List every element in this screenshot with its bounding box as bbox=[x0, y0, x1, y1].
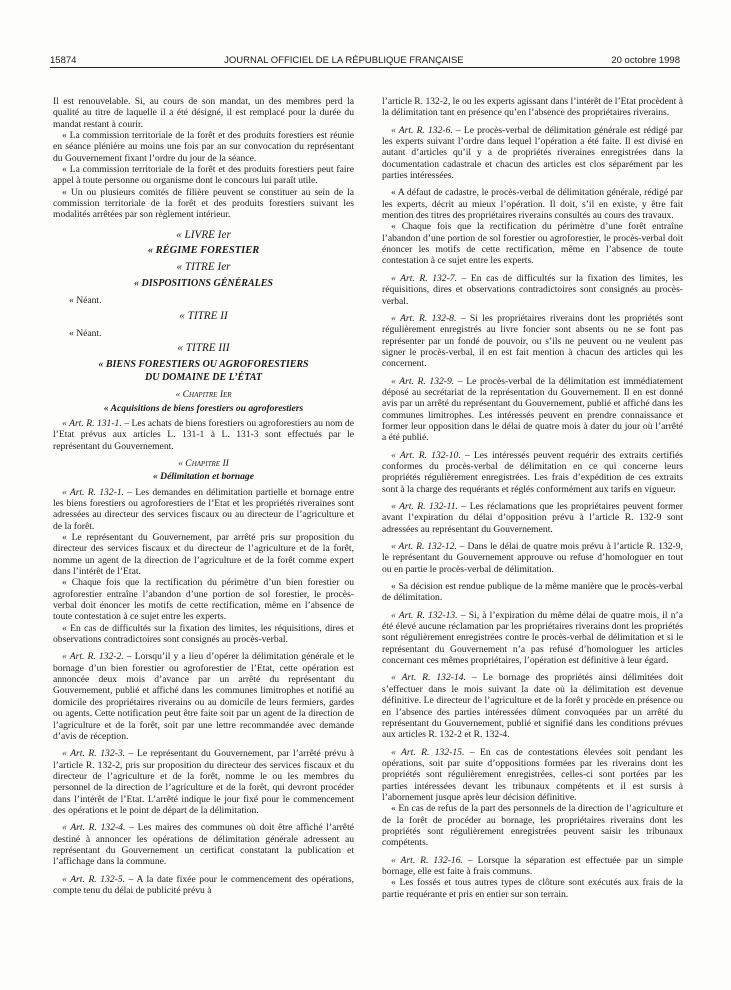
paragraph: « Un ou plusieurs comités de filière peuvent se constituer au sein de la commission territoriale de la forêt et des produits forestiers suivant les modalités arrêtées par son règlement intérieur. bbox=[53, 186, 354, 221]
paragraph: « Le représentant du Gouvernement, par arrêté pris sur proposition du directeur des services fiscaux et du directeur de l’agriculture et de la forêt, nomme un agent de la direction de l’agriculture et de la forêt comme expert dans l’intérêt de l’Etat. bbox=[53, 532, 354, 578]
article-r132-4: « Art. R. 132-4. – Les maires des communes où doit être affiché l’arrêté destiné à annoncer les opérations de délimitation générale adressent au représentant du Gouvernement un certificat constatant la publication et l’affichage dans la commune. bbox=[53, 822, 354, 868]
right-column bbox=[382, 96, 683, 972]
paragraph: « Chaque fois que la rectification du périmètre d’une forêt entraîne l’abandon d’une portion de sol forestier ou agroforestier, le procès-verbal doit énoncer les motifs de cette rectification, même en l’absence de toute contestation à ce sujet entre les experts. bbox=[382, 221, 683, 267]
article-ref: « Art. R. 132-13. bbox=[391, 609, 458, 621]
biens-forestiers-heading: « BIENS FORESTIERS OU AGROFORESTIERS bbox=[98, 358, 309, 370]
article-ref: « Art. R. 132-14. bbox=[391, 672, 466, 684]
article-ref: « Art. R. 132-12. bbox=[391, 541, 457, 553]
article-ref: « Art. R. 132-11. bbox=[391, 501, 458, 512]
paragraph: « En cas de refus de la part des personnels de la direction de l’agriculture et de la forêt de procéder au bornage, les propriétaires riverains dont les propriétés sont régulièrement enregistrées peuvent saisir les tribunaux compétents. bbox=[382, 803, 683, 849]
dispositions-generales-heading: « DISPOSITIONS GÉNÉRALES bbox=[134, 277, 273, 289]
article-ref: « Art. R. 131-1. bbox=[62, 417, 122, 429]
article-r132-15: « Art. R. 132-15. – En cas de contestations élevées soit pendant les opérations, soit par suite d’oppositions formées par les riverains dont les propriétés sont régulièrement enregistrées, celles-ci sont portées par les parties intéressées devant les tribunaux compétents et il est sursis à l’abornement jusque après leur décision définitive. bbox=[382, 746, 683, 803]
article-ref: « Art. R. 132-1. bbox=[62, 486, 125, 498]
issue-date: 20 octobre 1998 bbox=[611, 55, 680, 66]
livre-heading: « LIVRE Ier bbox=[176, 228, 231, 241]
chapitre-1-heading: « Chapitre Ier bbox=[175, 389, 232, 401]
article-r132-13: « Art. R. 132-13. – Si, à l’expiration du même délai de quatre mois, il n’a été élevé aucune réclamation par les propriétaires riverains dont les propriétés sont régulièrement enregistrées contre le procès-verbal de délimitation et si le représentant du Gouvernement n’a pas refusé d’homologuer les articles concernant ces mêmes propriétaires, l’opération est définitive à leur égard. bbox=[382, 609, 683, 667]
article-ref: « Art. R. 132-4. bbox=[62, 822, 126, 834]
article-ref: « Art. R. 132-7. bbox=[391, 272, 457, 284]
article-ref: « Art. R. 132-3. bbox=[62, 748, 126, 760]
neant-text: « Néant. bbox=[69, 295, 102, 307]
article-ref: « Art. R. 132-2. bbox=[62, 651, 124, 663]
acquisitions-heading: « Acquisitions de biens forestiers ou agroforestiers bbox=[103, 402, 304, 414]
titre-1-heading: « TITRE Ier bbox=[176, 261, 231, 274]
article-r131-1: « Art. R. 131-1. – Les achats de biens forestiers ou agroforestiers au nom de l’Etat prévus aux articles L. 131-1 à L. 131-3 sont effectués par le représentant du Gouvernement. bbox=[53, 417, 354, 452]
header-rule bbox=[50, 67, 680, 68]
neant-text: « Néant. bbox=[69, 327, 102, 339]
left-column bbox=[53, 96, 354, 972]
article-r132-6: « Art. R. 132-6. – Le procès-verbal de délimitation générale est rédigé par les experts suivant l’ordre dans lequel l’opération a été faite. Il est divisé en autant d’articles qu’il y a de propriétés riveraines enregistrées dans la documentation cadastrale et chacun des articles est clos séparément par les parties intéressées. bbox=[382, 124, 683, 182]
article-r132-7: « Art. R. 132-7. – En cas de difficultés sur la fixation des limites, les réquisitions, dires et observations contradictoires sont consignés au procès-verbal. bbox=[382, 272, 683, 307]
delimitation-bornage-heading: « Délimitation et bornage bbox=[152, 471, 254, 483]
titre-2-heading: « TITRE II bbox=[179, 309, 228, 322]
paragraph: « En cas de difficultés sur la fixation des limites, les réquisitions, dires et observations contradictoires sont consignés au procès-verbal. bbox=[53, 622, 354, 646]
article-r132-3: « Art. R. 132-3. – Le représentant du Gouvernement, par l’arrêté prévu à l’article R. 132-2, pris sur proposition du directeur des services fiscaux et du directeur de l’agriculture et de la forêt, nomme le ou les membres du personnel de la direction de l’agriculture et de la forêt, qui devront procéder dans l’intérêt de l’Etat. L’arrêté indique le jour fixé pour le commencement des opérations et le point de départ de la délimitation. bbox=[53, 748, 354, 816]
article-ref: « Art. R. 132-8. bbox=[391, 312, 457, 324]
article-r132-10: « Art. R. 132-10. – Les intéressés peuvent requérir des extraits certifiés conformes du procès-verbal de délimitation en ce qui concerne leurs propriétés régulièrement enregistrées. Les frais d’expédition de ces extraits sont à la charge des requérants et réglés conformément aux tarifs en vigueur. bbox=[382, 449, 683, 495]
paragraph: « La commission territoriale de la forêt et des produits forestiers est réunie en séance plénière au moins une fois par an sur convocation du représentant du Gouvernement fixant l’ordre du jour de la séance. bbox=[53, 130, 354, 164]
titre-3-heading: « TITRE III bbox=[177, 342, 230, 355]
paragraph: « La commission territoriale de la forêt et des produits forestiers peut faire appel à toute personne ou organisme dont le concours lui paraît utile. bbox=[53, 164, 354, 187]
journal-title: JOURNAL OFFICIEL DE LA RÉPUBLIQUE FRANÇAISE bbox=[224, 55, 464, 66]
paragraph: « Les fossés et tous autres types de clôture sont exécutés aux frais de la partie requérante et pris en entier sur son terrain. bbox=[382, 877, 683, 900]
paragraph: l’article R. 132-2, le ou les experts agissant dans l’intérêt de l’Etat procèdent à la délimitation tant en présence qu’en l’absence des propriétaires riverains. bbox=[382, 96, 683, 119]
chapitre-2-heading: « Chapitre II bbox=[178, 457, 229, 469]
article-ref: « Art. R. 132-5. bbox=[62, 873, 126, 885]
article-ref: « Art. R. 132-9. bbox=[391, 375, 455, 387]
article-r132-11: « Art. R. 132-11. – Les réclamations que les propriétaires peuvent former avant l’expiration du délai d’opposition prévu à l’article R. 132-9 sont adressées au représentant du Gouvernement. bbox=[382, 501, 683, 535]
paragraph: « A défaut de cadastre, le procès-verbal de délimitation générale, rédigé par les experts, décrit au mieux l’opération. Il doit, s’il en existe, y être fait mention des titres des propriétaires riverains consultés au cours des travaux. bbox=[382, 187, 683, 222]
article-r132-1: « Art. R. 132-1. – Les demandes en délimitation partielle et bornage entre les biens forestiers ou agroforestiers de l’Etat et les propriétés riveraines sont adressées au directeur des services fiscaux ou au directeur de l’agriculture et de la forêt. bbox=[53, 486, 354, 532]
page-number: 15874 bbox=[50, 55, 77, 66]
regime-forestier-heading: « RÉGIME FORESTIER bbox=[147, 245, 260, 257]
domaine-etat-heading: DU DOMAINE DE L’ÉTAT bbox=[145, 371, 262, 383]
page-header bbox=[50, 50, 680, 66]
paragraph: « Sa décision est rendue publique de la même manière que le procès-verbal de délimitation. bbox=[382, 581, 683, 604]
article-r132-2: « Art. R. 132-2. – Lorsqu’il y a lieu d’opérer la délimitation générale et le bornage d’un bien forestier ou agroforestier de l’Etat, cette opération est annoncée deux mois d’avance par un arrêté du représentant du Gouvernement, publié et affiché dans les communes limitrophes et notifié au domicile des propriétaires riverains ou au domicile de leurs fermiers, gardes ou agents. Cette notification peut être faite soit par un agent de la direction de l’agriculture et de la forêt, soit par une lettre recommandée avec demande d’avis de réception. bbox=[53, 651, 354, 742]
article-r132-16: « Art. R. 132-16. – Lorsque la séparation est effectuée par un simple bornage, elle est faite à frais communs. bbox=[382, 854, 683, 877]
article-ref: « Art. R. 132-6. bbox=[391, 124, 453, 136]
article-r132-9: « Art. R. 132-9. – Le procès-verbal de la délimitation est immédiatement déposé au secrétariat de la représentation du Gouvernement. Il en est donné avis par un arrêté du représentant du Gouvernement, publié et affiché dans les communes limitrophes. Les intéressés peuvent en prendre connaissance et former leur opposition dans le délai de quatre mois à dater du jour où l’arrêté a été publié. bbox=[382, 375, 683, 444]
paragraph: « Chaque fois que la rectification du périmètre d’un bien forestier ou agroforestier entraîne l’abandon d’une portion de sol forestier, le procès-verbal doit énoncer les motifs de cette rectification, même en l’absence de toute contestation à ce sujet entre les experts. bbox=[53, 577, 354, 623]
article-r132-8: « Art. R. 132-8. – Si les propriétaires riverains dont les propriétés sont régulièrement enregistrés au livre foncier sont absents ou ne se font pas représenter par un fondé de pouvoir, ou s’ils ne peuvent ou ne veulent pas signer le procès-verbal, il en est fait mention à chacun des articles qui les concernent. bbox=[382, 312, 683, 370]
article-r132-14: « Art. R. 132-14. – Le bornage des propriétés ainsi délimitées doit s’effectuer dans le mois suivant la date où la délimitation est devenue définitive. Le directeur de l’agriculture et de la forêt y procède en présence ou en l’absence des parties intéressées dûment convoquées par un arrêté du représentant du Gouvernement, publié et signifié dans les conditions prévues aux articles R. 132-2 et R. 132-4. bbox=[382, 672, 683, 741]
paragraph: Il est renouvelable. Si, au cours de son mandat, un des membres perd la qualité au titre de laquelle il a été désigné, il est remplacé pour la durée du mandat restant à courir. bbox=[53, 96, 354, 130]
article-r132-12: « Art. R. 132-12. – Dans le délai de quatre mois prévu à l’article R. 132-9, le représentant du Gouvernement approuve ou refuse d’homologuer en tout ou en partie le procès-verbal de délimitation. bbox=[382, 541, 683, 575]
article-r132-5: « Art. R. 132-5. – A la date fixée pour le commencement des opérations, compte tenu du délai de publicité prévu à bbox=[53, 873, 354, 896]
article-ref: « Art. R. 132-15. bbox=[391, 746, 465, 758]
article-ref: « Art. R. 132-10. bbox=[391, 449, 461, 461]
article-ref: « Art. R. 132-16. bbox=[391, 854, 463, 866]
